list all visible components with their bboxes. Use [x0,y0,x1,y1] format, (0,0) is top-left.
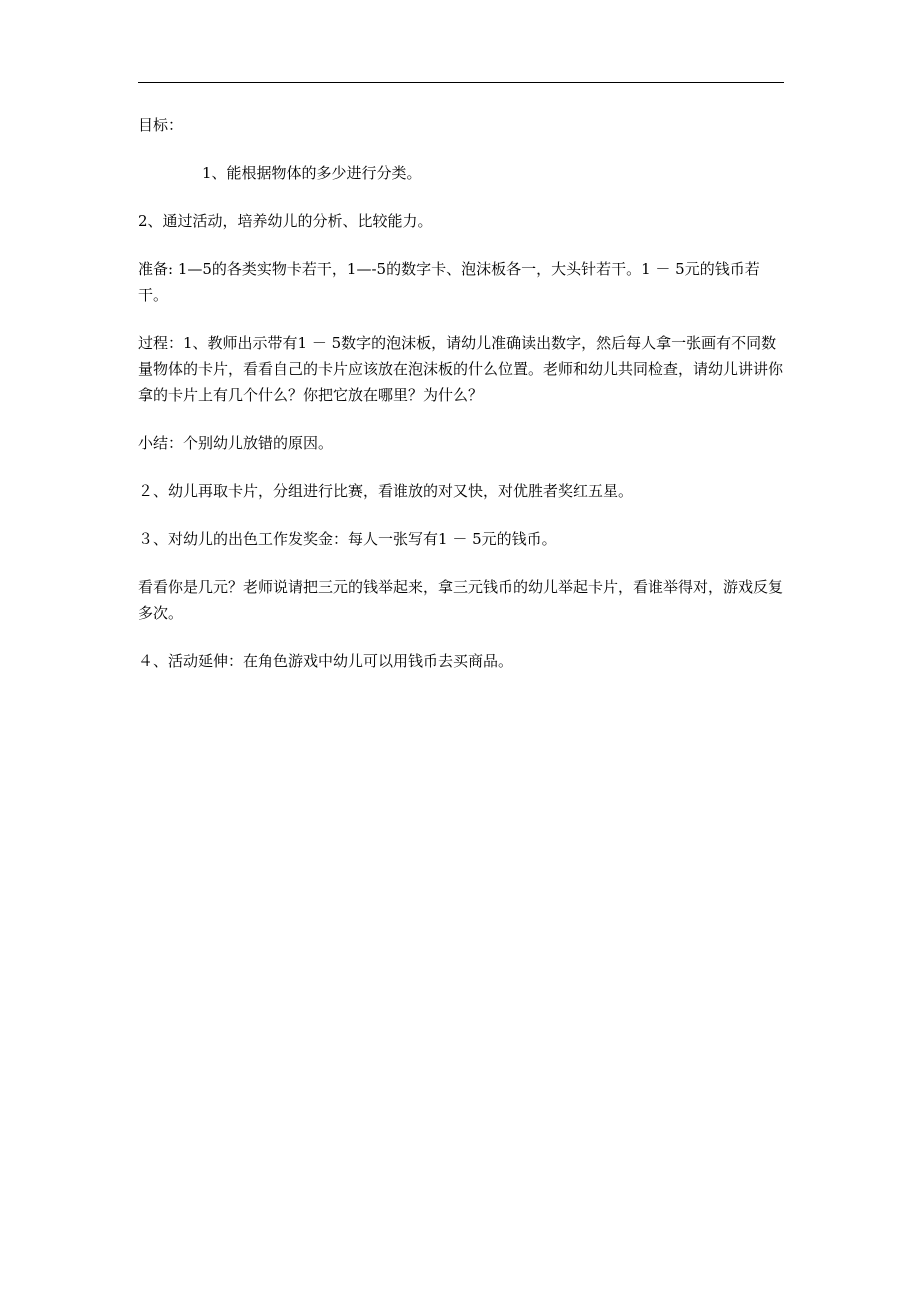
goal-item-2: 2、通过活动，培养幼儿的分析、比较能力。 [138,212,433,230]
document-body [138,112,786,696]
header-rule [138,82,784,83]
game-paragraph: 看看你是几元？老师说请把三元的钱举起来，拿三元钱币的幼儿举起卡片，看谁举得对，游戏反复多次。 [138,578,784,622]
preparation-paragraph: 准备: 1—5的各类实物卡若干，1—-5的数字卡、泡沫板各一，大头针若干。1 － 5元的钱币若干。 [138,260,760,304]
step-2-paragraph: ２、幼儿再取卡片，分组进行比赛，看谁放的对又快，对优胜者奖红五星。 [138,482,634,500]
step-4-paragraph: ４、活动延伸：在角色游戏中幼儿可以用钱币去买商品。 [138,652,514,670]
summary-paragraph: 小结：个别幼儿放错的原因。 [138,434,334,452]
goal-item-1: 1、能根据物体的多少进行分类。 [202,164,422,182]
process-paragraph: 过程：1、教师出示带有1 － 5数字的泡沫板，请幼儿准确读出数字，然后每人拿一张画有不同数量物体的卡片，看看自己的卡片应该放在泡沫板的什么位置。老师和幼儿共同检查，请幼儿讲讲你拿的卡片上有几个什么？你把它放在哪里？为什么？ [138,334,784,404]
step-3-paragraph: ３、对幼儿的出色工作发奖金：每人一张写有1 － 5元的钱币。 [138,530,557,548]
goals-heading: 目标： [138,116,184,134]
